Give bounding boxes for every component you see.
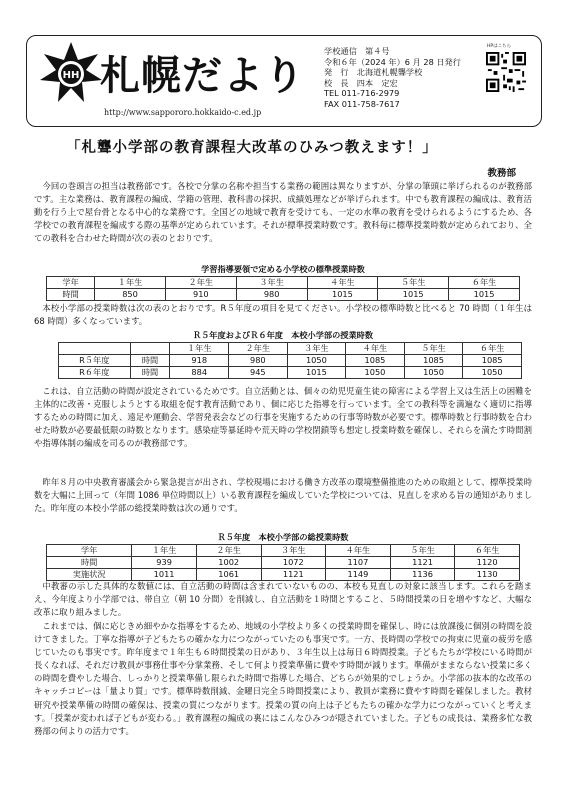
table-cell: 1011 (132, 569, 197, 581)
table-cell: 実施状況 (47, 569, 132, 581)
table-cell: 884 (170, 367, 229, 379)
total-hours-table (46, 544, 520, 581)
table-header-row (59, 343, 522, 355)
table-cell: 1121 (261, 569, 326, 581)
table-cell: 1015 (378, 289, 449, 301)
table-cell: 1085 (404, 355, 463, 367)
article-headline: 「札聾小学部の教育課程大改革のひみつ教えます！」 (66, 140, 438, 156)
table-row (47, 289, 520, 301)
table-cell: ６年生 (455, 545, 520, 557)
table-cell: ４年生 (346, 343, 405, 355)
paragraph-council: 昨年８月の中央教育審議会から緊急提言が出され、学校現場における働き方改革の環境整備推進のための取組として、標準授業時数を大幅に上回って（年間 1086 単位時間以上）いる教育課程を編成していた学校については、見直しを求める旨の通知がありました。昨年度の本校小学部の総授業時数は次の通りです。 (34, 477, 532, 514)
table-cell: 学年 (47, 277, 95, 289)
table-cell: ３年生 (261, 545, 326, 557)
table-row (59, 355, 522, 367)
table-cell: ６年生 (463, 343, 522, 355)
table-cell: 1050 (463, 367, 522, 379)
department-label: 教務部 (487, 168, 516, 179)
paragraph-school-hours: 本校小学部の授業時数は次の表のとおりです。R５年度の項目を見てください。小学校の標準時数と比べると 70 時間（１年生は 68 時間）多くなっています。 (34, 303, 532, 327)
table-header-row (47, 545, 520, 557)
table-cell: R６年度 (59, 367, 131, 379)
table-cell: R５年度 (59, 355, 131, 367)
table-cell: ５年生 (390, 545, 455, 557)
table-row (59, 367, 522, 379)
table-cell: ５年生 (404, 343, 463, 355)
table-cell: ４年生 (307, 277, 378, 289)
table-cell: １年生 (170, 343, 229, 355)
table-cell (130, 343, 170, 355)
table-cell: ４年生 (326, 545, 391, 557)
table-cell: 910 (165, 289, 236, 301)
table-cell: 945 (229, 367, 288, 379)
table-cell: ６年生 (449, 277, 520, 289)
table-cell: 1050 (287, 355, 346, 367)
table-cell: ２年生 (229, 343, 288, 355)
table-cell: 1061 (196, 569, 261, 581)
table-cell: ３年生 (287, 343, 346, 355)
table-cell: １年生 (95, 277, 166, 289)
table-cell: 1015 (449, 289, 520, 301)
table-cell: 1085 (463, 355, 522, 367)
table-cell: 1085 (346, 355, 405, 367)
paragraph-quality: これまでは、個に応じきめ細やかな指導をするため、地域の小学校より多くの授業時間を確保し、時には放課後に個別の時間を設けてきました。丁寧な指導が子どもたちの確かな力につながっていたのも事実です。一方、長時間の学校での拘束に児童の疲労を感じていたのも事実です。昨年度まで１年生も６時間授業の日があり、３年生以上は毎日６時間授業。子どもたちが学校にいる時間が長くなれば、それだけ教員が事務仕事や分掌業務、そして何より授業準備に費やす時間が減ります。準備がままならない授業に多くの時間を費やした場合、しっかりと授業準備し限られた時間で指導した場合、どちらが効果的でしょうか。小学部の抜本的な改革のキャッチコピーは「量より質」です。標準時数削減、金曜日完全５時間授業により、教員が業務に費やす時間を確保しました。教材研究や授業準備の時間の確保は、授業の質につながります。授業の質の向上は子どもたちの確かな学力につながっていくと考えます。「授業が変われば子どもが変わる。」教育課程の編成の裏にはこんなひみつが隠されていました。子どもの成長は、業務多忙な教務部の何よりの活力です。 (34, 621, 532, 736)
table-cell: 1002 (196, 557, 261, 569)
table-cell: ５年生 (378, 277, 449, 289)
table-cell (59, 343, 131, 355)
table-cell: 980 (236, 289, 307, 301)
table3-caption: Ｒ５年度 本校小学部の総授業時数 (217, 532, 349, 542)
issue-info: 学校通信 第４号 令和６年（2024 年）6 月 28 日発行 発 行 北海道札幌聾学校 校 長 四本 定宏 TEL 011-716-2979 FAX 011-758-7617 (324, 46, 461, 109)
table2-caption: Ｒ５年度およびＲ６年度 本校小学部の授業時数 (192, 330, 374, 340)
newsletter-title: 札幌だより (100, 53, 305, 99)
table-cell: 1149 (326, 569, 391, 581)
table-cell: 時間 (130, 367, 170, 379)
svg-text:HH: HH (62, 70, 80, 81)
school-hours-table (58, 342, 522, 379)
table-cell: 時間 (47, 289, 95, 301)
table-cell: 939 (132, 557, 197, 569)
qr-caption: HPはこちら (487, 44, 512, 49)
table-cell: 1107 (326, 557, 391, 569)
table-cell: 918 (170, 355, 229, 367)
school-emblem-icon (38, 40, 104, 106)
table-cell: 時間 (47, 557, 132, 569)
table-cell: 1050 (404, 367, 463, 379)
table-row (47, 569, 520, 581)
table-cell: 時間 (130, 355, 170, 367)
table-cell: 850 (95, 289, 166, 301)
table-cell: 1050 (346, 367, 405, 379)
table-cell: 1121 (390, 557, 455, 569)
table-cell: 1015 (307, 289, 378, 301)
school-url[interactable]: http://www.sappororo.hokkaido-c.ed.jp (104, 108, 262, 117)
table-cell: ３年生 (236, 277, 307, 289)
table-row (47, 557, 520, 569)
table-cell: 1015 (287, 367, 346, 379)
standard-hours-table (46, 276, 520, 301)
table-cell: ２年生 (165, 277, 236, 289)
table-header-row (47, 277, 520, 289)
paragraph-jiritsu: これは、自立活動の時間が設定されているためです。自立活動とは、個々の幼児児童生徒の障害による学習上又は生活上の困難を主体的に改善・克服しようとする取組を促す教育活動であり、個に応じた指導を行っています。全ての教科等を満遍なく適切に指導するための時間に加え、遠足や運動会、学習発表会などの行事を実施するための行事等時数が必要です。標準時数と行事時数を合わせた時数が必要最低限の時数となります。感染症等暴延時や荒天時の学校閉鎖等も想定し授業時数を確保し、それらを満たす時間割や指導体制の編成を司るのが教務部です。 (34, 386, 532, 449)
table-cell: 1120 (455, 557, 520, 569)
table-cell: 980 (229, 355, 288, 367)
table-cell: １年生 (132, 545, 197, 557)
paragraph-reform: 中教審の示した具体的な数値には、自立活動の時間は含まれていないものの、本校も見直しの対象に該当します。これらを踏まえ、今年度より小学部では、帯自立（朝 10 分間）を削減し、自立活動を１時間とすること、５時間授業の日を増やすなど、大幅な改革に取り組みました。 (34, 581, 532, 618)
paragraph-intro: 今回の巻頭言の担当は教務部です。各校で分掌の名称や担当する業務の範囲は異なりますが、分掌の筆頭に挙げられるのが教務部です。主な業務は、教育課程の編成、学籍の管理、教科書の採択、成績処理などが挙げられます。中でも教育課程の編成は、教育活動を行う上で屋台骨となる中心的な業務です。全国どの地域で教育を受けても、一定の水準の教育を受けられるようにするため、各学校での教育課程を編成する際の基準が定められています。それが標準授業時数です。教科毎に標準授業時数が定められており、全ての教科を合わせた時間が次の表のとおりです。 (34, 181, 532, 244)
table-cell: ２年生 (196, 545, 261, 557)
table1-caption: 学習指導要領で定める小学校の標準授業時数 (201, 264, 365, 274)
table-cell: 1130 (455, 569, 520, 581)
qr-code-icon[interactable] (486, 52, 526, 92)
table-cell: 1072 (261, 557, 326, 569)
table-cell: 学年 (47, 545, 132, 557)
table-cell: 1136 (390, 569, 455, 581)
